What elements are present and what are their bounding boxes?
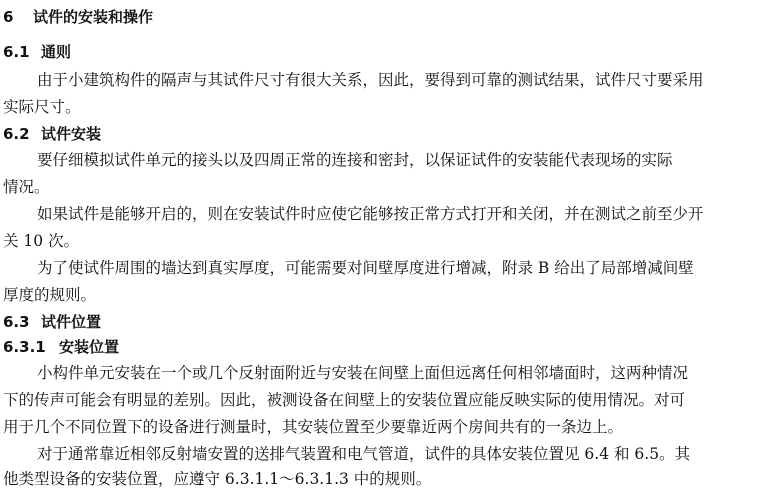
section-6-3-heading xyxy=(3,309,777,335)
section-6-2-paragraph-line: 厚度的规则。 xyxy=(3,286,97,304)
section-6-3-1-heading xyxy=(3,334,777,360)
section-6-1-heading xyxy=(3,39,777,65)
section-6-3-number: 6.3 xyxy=(3,313,30,331)
section-6-3-1-paragraph-line: 用于几个不同位置下的设备进行测量时，其安装位置至少要靠近两个房间共有的一条边上。 xyxy=(3,418,624,436)
section-6-2-paragraph-line: 为了使试件周围的墙达到真实厚度，可能需要对间壁厚度进行增减，附录 B 给出了局部增减间壁 xyxy=(37,259,694,277)
section-6-2-paragraph-line: 情况。 xyxy=(3,178,50,196)
section-6-1-paragraph-line: 实际尺寸。 xyxy=(3,98,81,116)
section-6-1-number: 6.1 xyxy=(3,43,30,61)
section-6-2-paragraph-line: 如果试件是能够开启的，则在安装试件时应使它能够按正常方式打开和关闭，并在测试之前至少开 xyxy=(37,205,704,223)
section-6-2-paragraph-line: 关 10 次。 xyxy=(3,232,80,250)
section-6-3-1-paragraph-line: 他类型设备的安装位置，应遵守 6.3.1.1～6.3.1.3 中的规则。 xyxy=(3,470,432,488)
section-6-3-1-title: 安装位置 xyxy=(59,338,120,356)
section-6-heading xyxy=(3,4,777,30)
section-6-2-paragraph-line: 要仔细模拟试件单元的接头以及四周正常的连接和密封，以保证试件的安装能代表现场的实际 xyxy=(37,151,673,169)
section-6-3-1-paragraph-line: 下的传声可能会有明显的差别。因此，被测设备在间壁上的安装位置应能反映实际的使用情况。对可 xyxy=(3,391,686,409)
section-6-number: 6 xyxy=(3,8,14,26)
section-6-2-heading xyxy=(3,121,777,147)
section-6-3-1-paragraph-line: 对于通常靠近相邻反射墙安置的送排气装置和电气管道，试件的具体安装位置见 6.4 和 6.5。其 xyxy=(37,445,691,463)
section-6-3-title: 试件位置 xyxy=(41,313,102,331)
section-6-3-1-number: 6.3.1 xyxy=(3,338,46,356)
section-6-2-number: 6.2 xyxy=(3,125,30,143)
section-6-1-title: 通则 xyxy=(41,43,72,61)
section-6-1-paragraph-line: 由于小建筑构件的隔声与其试件尺寸有很大关系，因此，要得到可靠的测试结果，试件尺寸要采用 xyxy=(37,71,704,89)
section-6-3-1-paragraph-line: 小构件单元安装在一个或几个反射面附近与安装在间壁上面但远离任何相邻墙面时，这两种情况 xyxy=(37,364,689,382)
section-6-2-title: 试件安装 xyxy=(41,125,102,143)
section-6-title: 试件的安装和操作 xyxy=(33,8,154,26)
